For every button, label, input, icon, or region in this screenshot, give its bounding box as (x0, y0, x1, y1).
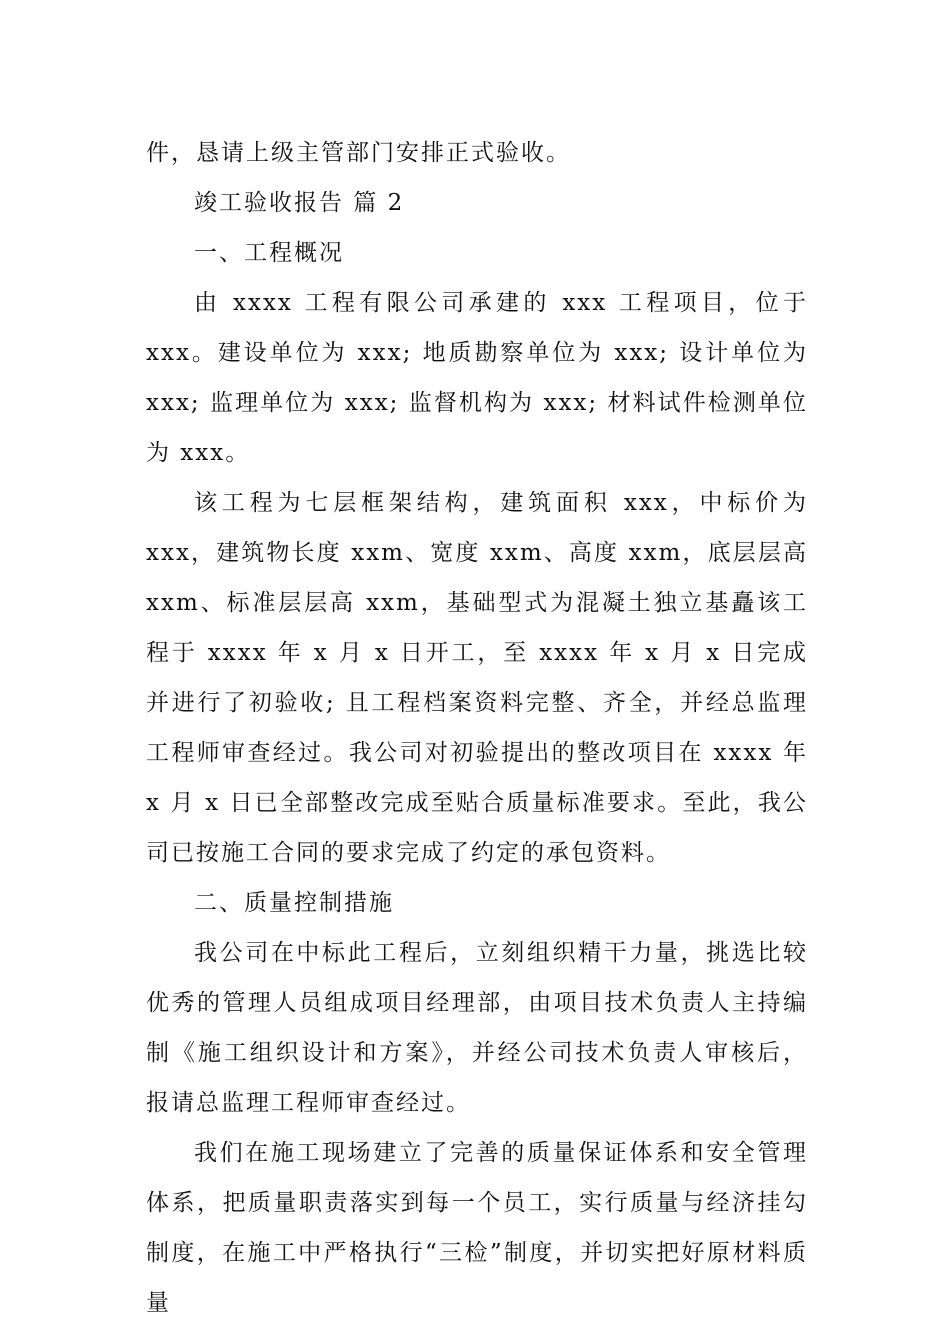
paragraph-organization: 我公司在中标此工程后，立刻组织精干力量，挑选比较优秀的管理人员组成项目经理部，由项目技术负责人主持编制《施工组织设计和方案》，并经公司技术负责人审核后，报请总监理工程师审查经过。 (146, 940, 808, 1116)
document-body (146, 128, 808, 1328)
paragraph-quality-system: 我们在施工现场建立了完善的质量保证体系和安全管理体系，把质量职责落实到每一个员工，实行质量与经济挂勾制度，在施工中严格执行“三检”制度，并切实把好原材料质量 (146, 1140, 808, 1316)
heading-quality-control: 二、质量控制措施 (194, 890, 394, 916)
paragraph-continuation: 件，恳请上级主管部门安排正式验收。 (146, 140, 571, 166)
heading-project-overview: 一、工程概况 (194, 240, 344, 266)
paragraph-project-parties: 由 xxxx 工程有限公司承建的 xxx 工程项目，位于 xxx。建设单位为 xxx; 地质勘察单位为 xxx; 设计单位为 xxx; 监理单位为 xxx; 监督机构为 xxx; 材料试件检测单位为 xxx。 (146, 290, 808, 466)
paragraph-project-details: 该工程为七层框架结构，建筑面积 xxx，中标价为 xxx，建筑物长度 xxm、宽度 xxm、高度 xxm，底层层高 xxm、标准层层高 xxm，基础型式为混凝土独立基矗该工程于 xxxx 年 x 月 x 日开工，至 xxxx 年 x 月 x 日完成并进行了初验收; 且工程档案资料完整、齐全，并经总监理工程师审查经过。我公司对初验提出的整改项目在 xxxx 年 x 月 x 日已全部整改完成至贴合质量标准要求。至此，我公司已按施工合同的要求完成了约定的承包资料。 (146, 490, 808, 866)
section-title: 竣工验收报告 篇 2 (194, 190, 405, 216)
